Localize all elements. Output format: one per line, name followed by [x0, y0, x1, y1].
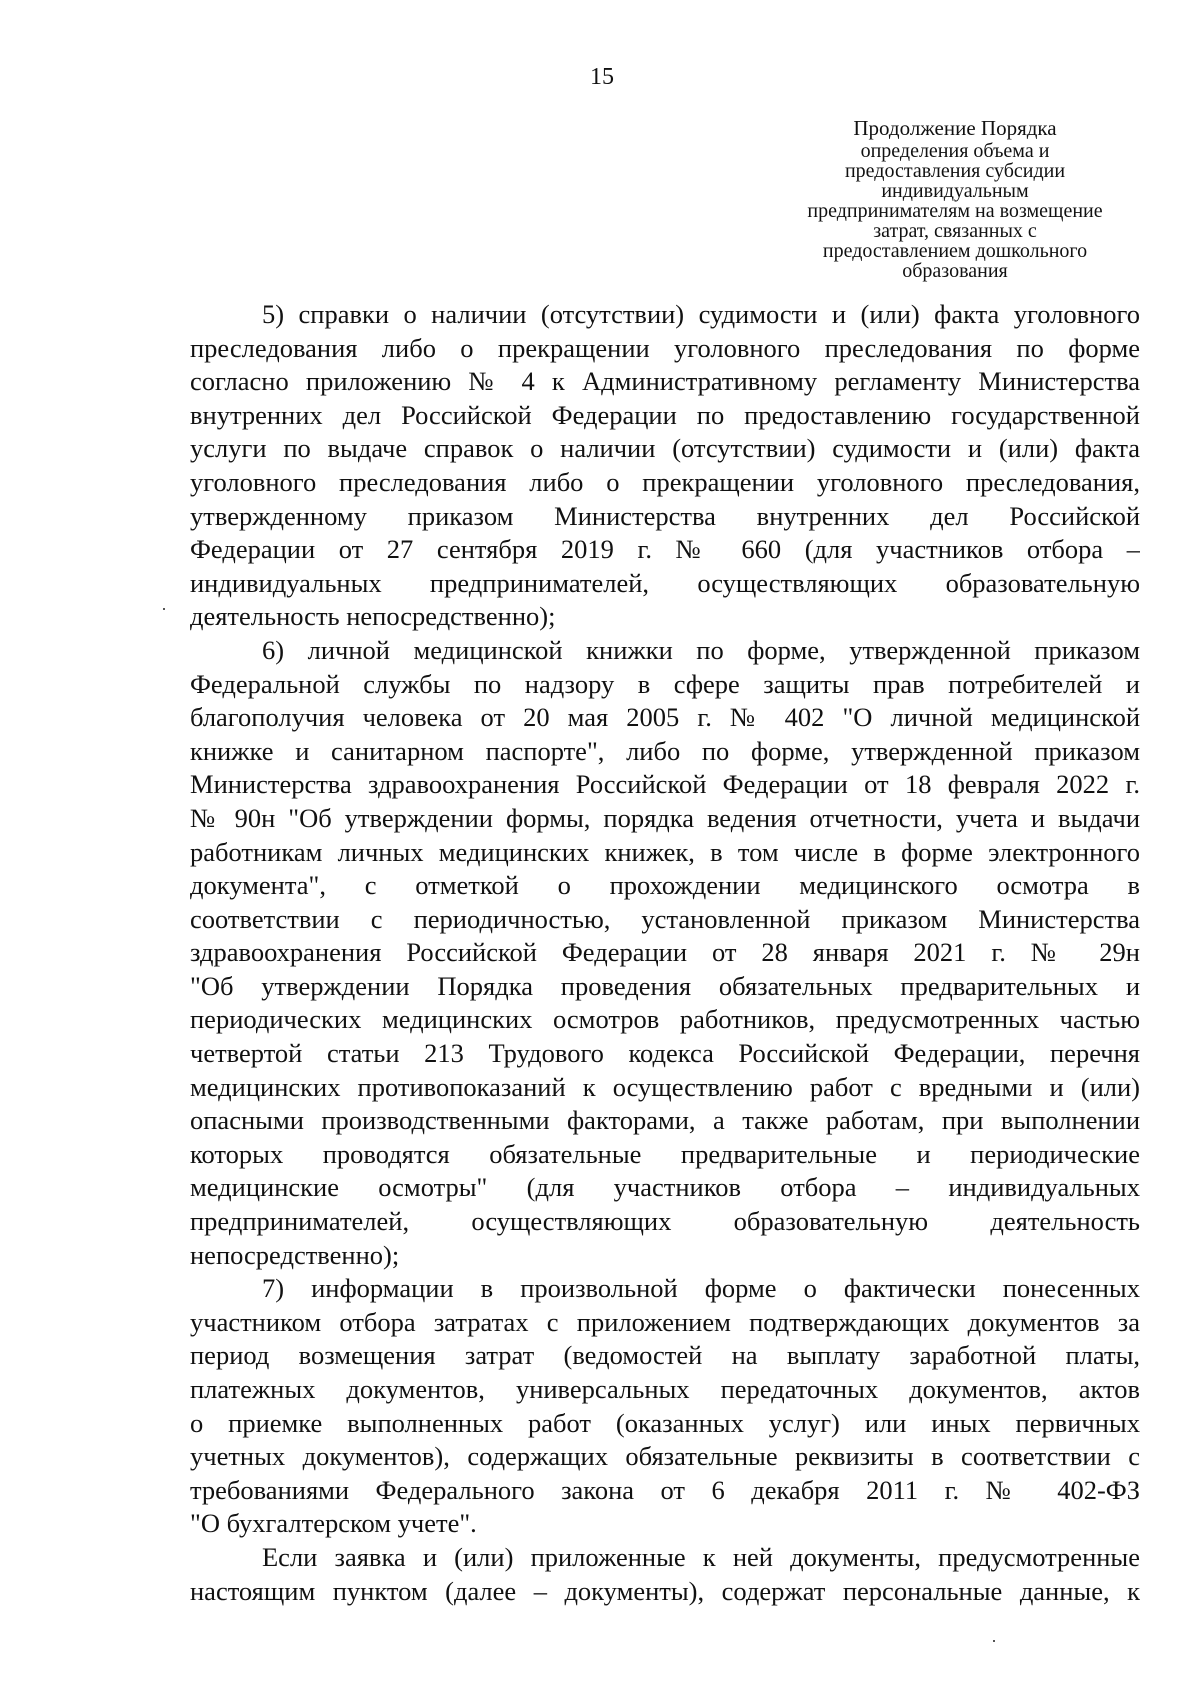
text-line: требованиями Федерального закона от 6 декабря 2011 г. № 402-ФЗ: [190, 1474, 1140, 1505]
paragraph-item-5: [190, 298, 1140, 634]
text-line: "О бухгалтерском учете".: [190, 1508, 477, 1539]
text-line: которых проводятся обязательные предварительные и периодические: [190, 1138, 1140, 1169]
text-line: Федеральной службы по надзору в сфере защиты прав потребителей и: [190, 668, 1140, 699]
text-line: благополучия человека от 20 мая 2005 г. № 402 "О личной медицинской: [190, 702, 1140, 733]
header-line: предоставления субсидии: [844, 160, 1066, 182]
text-line: четвертой статьи 213 Трудового кодекса Российской Федерации, перечня: [190, 1038, 1140, 1069]
text-line: документа", с отметкой о прохождении медицинского осмотра в: [190, 870, 1140, 901]
scan-dot: [993, 1640, 995, 1642]
text-line: настоящим пунктом (далее – документы), содержат персональные данные, к: [190, 1575, 1140, 1606]
text-line: соответствии с периодичностью, установленной приказом Министерства: [190, 903, 1140, 934]
text-line: Федерации от 27 сентября 2019 г. № 660 (для участников отбора –: [190, 534, 1140, 565]
header-line: индивидуальным: [881, 180, 1029, 202]
text-line: период возмещения затрат (ведомостей на выплату заработной платы,: [190, 1340, 1140, 1371]
text-line: о приемке выполненных работ (оказанных услуг) или иных первичных: [190, 1407, 1140, 1438]
text-line: внутренних дел Российской Федерации по предоставлению государственной: [190, 399, 1140, 430]
header-line: предоставлением дошкольного: [822, 240, 1088, 262]
text-line: книжке и санитарном паспорте", либо по форме, утвержденной приказом: [190, 735, 1140, 766]
text-line: 6) личной медицинской книжки по форме, утвержденной приказом: [262, 634, 1140, 665]
text-line: индивидуальных предпринимателей, осуществляющих образовательную: [190, 567, 1140, 598]
header-line: Продолжение Порядка: [853, 116, 1057, 140]
text-line: 5) справки о наличии (отсутствии) судимости и (или) факта уголовного: [262, 299, 1140, 329]
text-line: Если заявка и (или) приложенные к ней документы, предусмотренные: [262, 1541, 1140, 1572]
text-line: "Об утверждении Порядка проведения обязательных предварительных и: [190, 970, 1140, 1001]
text-line: согласно приложению № 4 к Административному регламенту Министерства: [190, 366, 1140, 397]
text-line: платежных документов, универсальных передаточных документов, актов: [190, 1374, 1140, 1404]
scan-dot: [163, 608, 165, 610]
text-line: периодических медицинских осмотров работников, предусмотренных частью: [190, 1004, 1140, 1035]
text-line: участником отбора затратах с приложением подтверждающих документов за: [190, 1306, 1140, 1337]
body-text: [190, 298, 1140, 1608]
text-line: преследования либо о прекращении уголовного преследования по форме: [190, 332, 1140, 363]
text-line: Министерства здравоохранения Российской Федерации от 18 февраля 2022 г.: [190, 769, 1140, 800]
text-line: медицинских противопоказаний к осуществлению работ с вредными и (или): [190, 1071, 1140, 1102]
header-line: определения объема и: [860, 140, 1050, 162]
text-line: услуги по выдаче справок о наличии (отсутствии) судимости и (или) факта: [190, 433, 1140, 464]
text-line: 7) информации в произвольной форме о фактически понесенных: [262, 1273, 1140, 1304]
header-line: предпринимателям на возмещение: [807, 200, 1103, 222]
text-line: предпринимателей, осуществляющих образовательную деятельность: [190, 1206, 1140, 1237]
text-line: работникам личных медицинских книжек, в том числе в форме электронного: [190, 836, 1140, 867]
paragraph-item-6: [190, 634, 1140, 1272]
text-line: деятельность непосредственно);: [190, 601, 556, 632]
text-line: № 90н "Об утверждении формы, порядка ведения отчетности, учета и выдачи: [190, 802, 1140, 833]
paragraph-item-7: [190, 1272, 1140, 1541]
text-line: медицинские осмотры" (для участников отбора – индивидуальных: [190, 1172, 1140, 1203]
text-line: уголовного преследования либо о прекращении уголовного преследования,: [190, 466, 1140, 497]
text-line: учетных документов), содержащих обязательные реквизиты в соответствии с: [190, 1441, 1140, 1472]
paragraph-personal-data: [190, 1541, 1140, 1608]
header-line: затрат, связанных с: [873, 220, 1037, 242]
text-line: непосредственно);: [190, 1239, 400, 1270]
text-line: здравоохранения Российской Федерации от 28 января 2021 г. № 29н: [190, 937, 1140, 968]
header-line: образования: [902, 260, 1008, 282]
text-line: опасными производственными факторами, а также работам, при выполнении: [190, 1105, 1140, 1136]
document-header: [760, 118, 1150, 281]
text-line: утвержденному приказом Министерства внутренних дел Российской: [190, 500, 1140, 531]
page-number: 15: [590, 64, 614, 90]
